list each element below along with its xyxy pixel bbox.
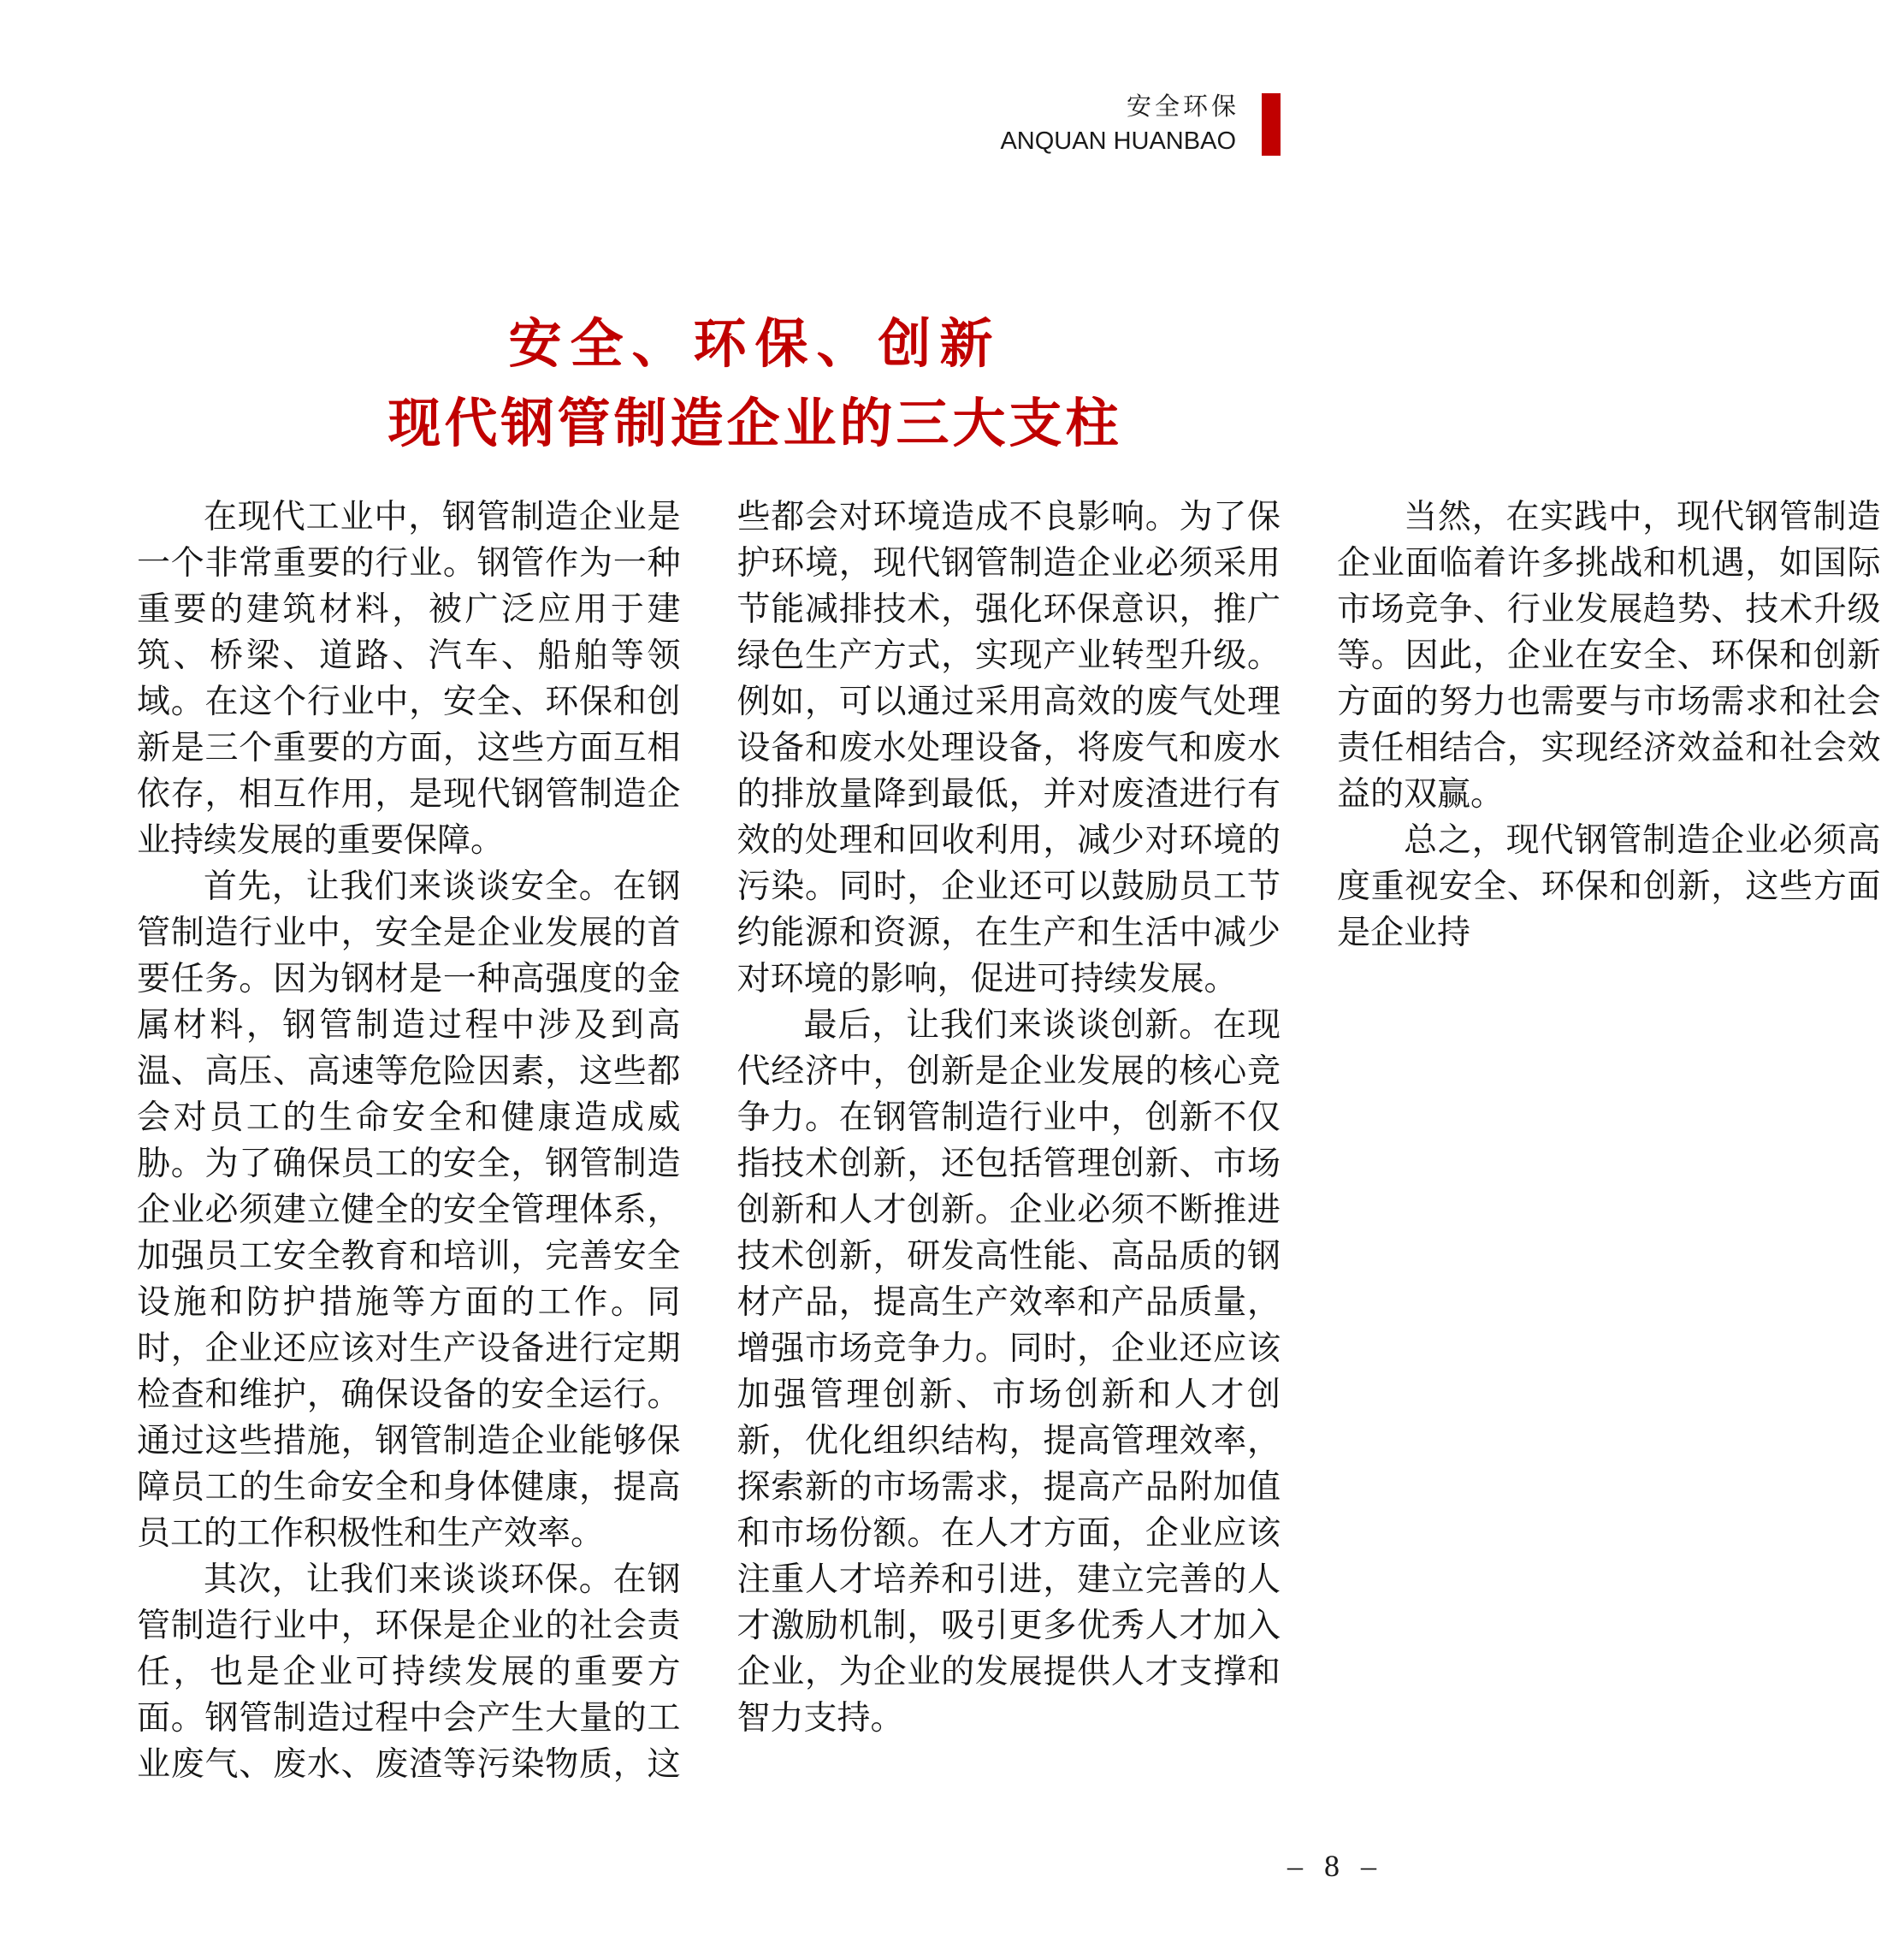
article-paragraph: 当然，在实践中，现代钢管制造企业面临着许多挑战和机遇，如国际市场竞争、行业发展趋势、技术升级等。因此，企业在安全、环保和创新方面的努力也需要与市场需求和社会责任相结合，实现经济效益和社会效益的双赢。 <box>1337 499 1881 813</box>
article-title <box>183 315 1327 453</box>
article-paragraph: 首先，让我们来谈谈安全。在钢管制造行业中，安全是企业发展的首要任务。因为钢材是一种高强度的金属材料，钢管制造过程中涉及到高温、高压、高速等危险因素，这些都会对员工的生命安全和健康造成威胁。为了确保员工的安全，钢管制造企业必须建立健全的安全管理体系，加强员工安全教育和培训，完善安全设施和防护措施等方面的工作。同时，企业还应该对生产设备进行定期检查和维护，确保设备的安全运行。通过这些措施，钢管制造企业能够保障员工的生命安全和身体健康，提高员工的工作积极性和生产效率。 <box>137 868 681 1552</box>
article-paragraph: 在现代工业中，钢管制造企业是一个非常重要的行业。钢管作为一种重要的建筑材料，被广泛应用于建筑、桥梁、道路、汽车、船舶等领域。在这个行业中，安全、环保和创新是三个重要的方面，这些方面互相依存，相互作用，是现代钢管制造企业持续发展的重要保障。 <box>137 499 681 859</box>
running-head-text <box>1000 93 1239 157</box>
article-body <box>137 494 1881 1791</box>
article-paragraph: 总之，现代钢管制造企业必须高度重视安全、环保和创新，这些方面是企业持 <box>1337 822 1881 951</box>
section-title-chinese: 安全环保 <box>1126 93 1239 121</box>
article-title-line2: 现代钢管制造企业的三大支柱 <box>387 394 1122 453</box>
article-title-line1: 安全、环保、创新 <box>508 315 1002 374</box>
running-head <box>1000 93 1281 157</box>
section-title-pinyin: ANQUAN HUANBAO <box>1000 127 1236 156</box>
red-accent-bar <box>1262 93 1281 156</box>
article-paragraph: 其次，让我们来谈谈环保。在钢管制造行业中，环保是企业的社会责任，也是企业可持续发展的重要方面。钢管制造过程中会产生大量的工业废气、废水、废渣等污染物质，这些都会对环境造成不良影响。为了保护环境，现代钢管制造企业必须采用节能减排技术，强化环保意识，推广绿色生产方式，实现产业转型升级。例如，可以通过采用高效的废气处理设备和废水处理设备，将废气和废水的排放量降到最低，并对废渣进行有效的处理和回收利用，减少对环境的污染。同时，企业还可以鼓励员工节约能源和资源，在生产和生活中减少对环境的影响，促进可持续发展。 <box>137 499 1281 1783</box>
page-number: – 8 – <box>1287 1849 1383 1883</box>
article-paragraph: 最后，让我们来谈谈创新。在现代经济中，创新是企业发展的核心竞争力。在钢管制造行业中，创新不仅指技术创新，还包括管理创新、市场创新和人才创新。企业必须不断推进技术创新，研发高性能、高品质的钢材产品，提高生产效率和产品质量，增强市场竞争力。同时，企业还应该加强管理创新、市场创新和人才创新，优化组织结构，提高管理效率，探索新的市场需求，提高产品附加值和市场份额。在人才方面，企业应该注重人才培养和引进，建立完善的人才激励机制，吸引更多优秀人才加入企业，为企业的发展提供人才支撑和智力支持。 <box>736 1007 1281 1737</box>
